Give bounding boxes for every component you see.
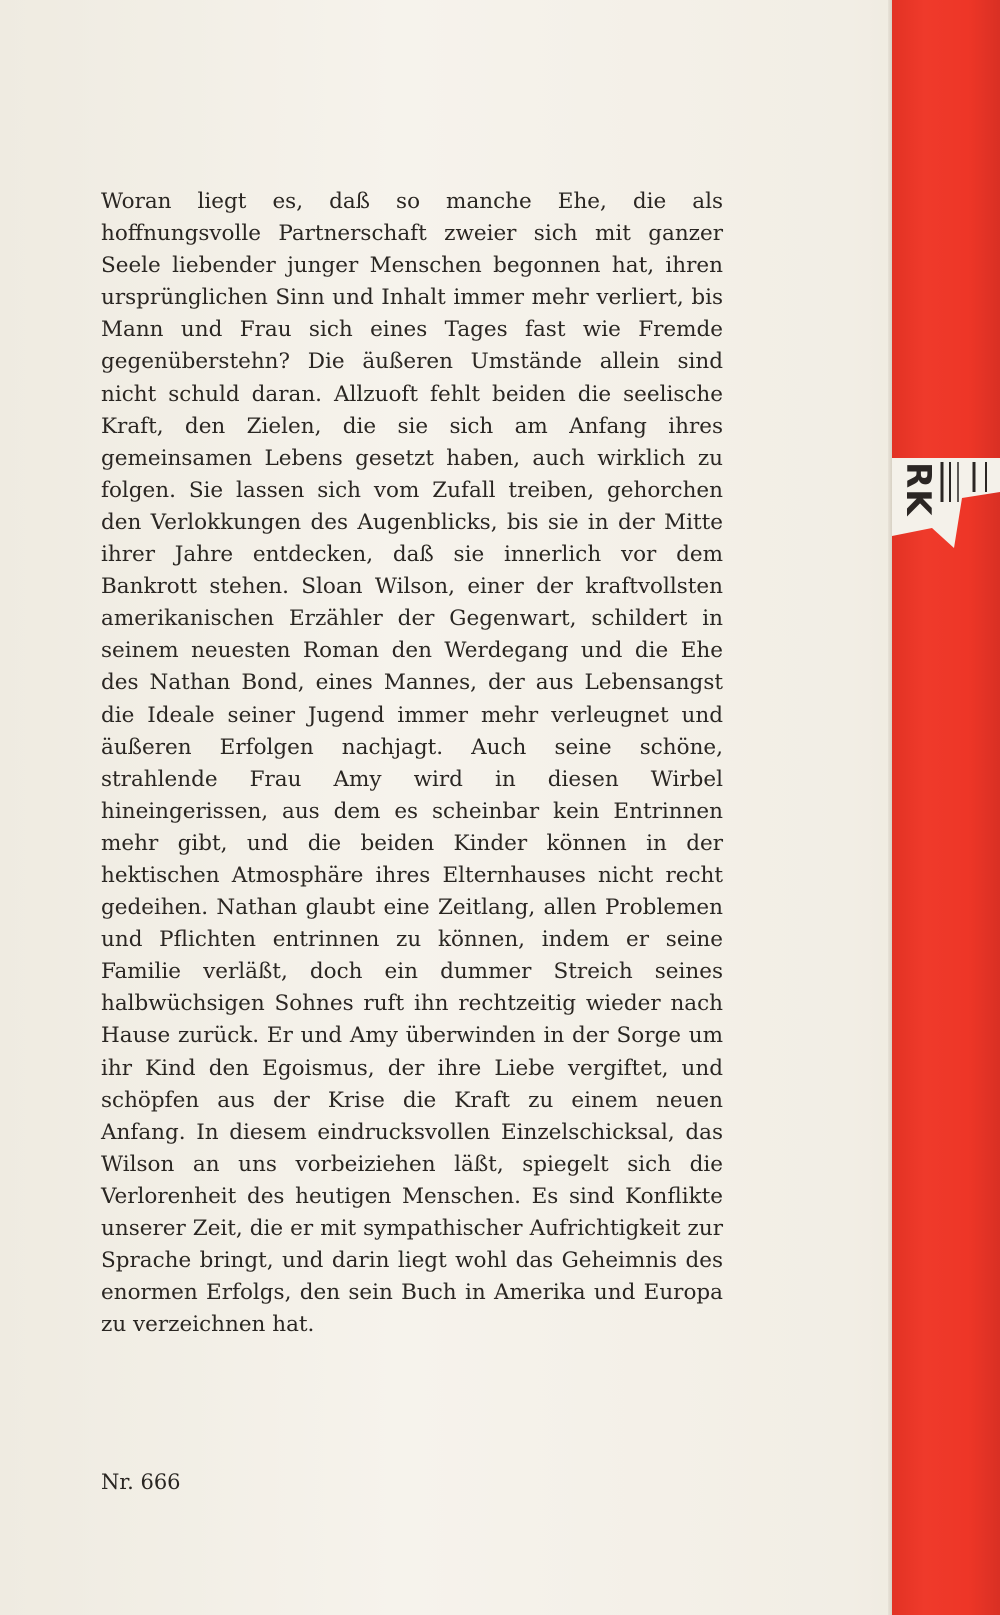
blurb-text: Woran liegt es, daß so manche Ehe, die als hoffnungsvolle Partnerschaft zweier sich mit ganzer Seele liebender junger Menschen begonnen hat, ihren ursprünglichen Sinn und Inhalt immer mehr verliert, bis Mann und Frau sich eines Tages fast wie Fremde gegenüberstehn? Die äußeren Umstände allein sind nicht schuld daran. Allzuoft fehlt beiden die seelische Kraft, den Zielen, die sie sich am Anfang ihres gemeinsamen Lebens gesetzt haben, auch wirklich zu folgen. Sie lassen sich vom Zufall treiben, gehorchen den Verlokkungen des Augenblicks, bis sie in der Mitte ihrer Jahre entdecken, daß sie innerlich vor dem Bankrott stehen. Sloan Wilson, einer der kraftvollsten amerikanischen Erzähler der Gegenwart, schildert in seinem neuesten Roman den Werdegang und die Ehe des Nathan Bond, eines Mannes, der aus Lebensangst die Ideale seiner Jugend immer mehr verleugnet und äußeren Erfolgen nachjagt. Auch seine schöne, strahlende Frau Amy wird in diesen Wirbel hineingerissen, aus dem es scheinbar kein Entrinnen mehr gibt, und die beiden Kinder können in der hektischen Atmosphäre ihres Elternhauses nicht recht gedeihen. Nathan glaubt eine Zeitlang, allen Problemen und Pflichten entrinnen zu können, indem er seine Familie verläßt, doch ein dummer Streich seines halbwüchsigen Sohnes ruft ihn rechtzeitig wieder nach Hause zurück. Er und Amy überwinden in der Sorge um ihr Kind den Egoismus, der ihre Liebe vergiftet, und schöpfen aus der Krise die Kraft zu einem neuen Anfang. In diesem eindrucksvollen Einzelschicksal, das Wilson an uns vorbeiziehen läßt, spiegelt sich die Verlorenheit des heutigen Menschen. Es sind Konflikte unserer Zeit, die er mit sympathischer Aufrichtigkeit zur Sprache bringt, und darin liegt wohl das Geheimnis des enormen Erfolgs, den sein Buch in Amerika und Europa zu verzeichnen hat. <box>101 189 723 1338</box>
spine-title-fragment: RK <box>898 462 938 517</box>
catalog-number: Nr. 666 <box>101 1470 181 1494</box>
red-spine <box>892 0 1000 1615</box>
